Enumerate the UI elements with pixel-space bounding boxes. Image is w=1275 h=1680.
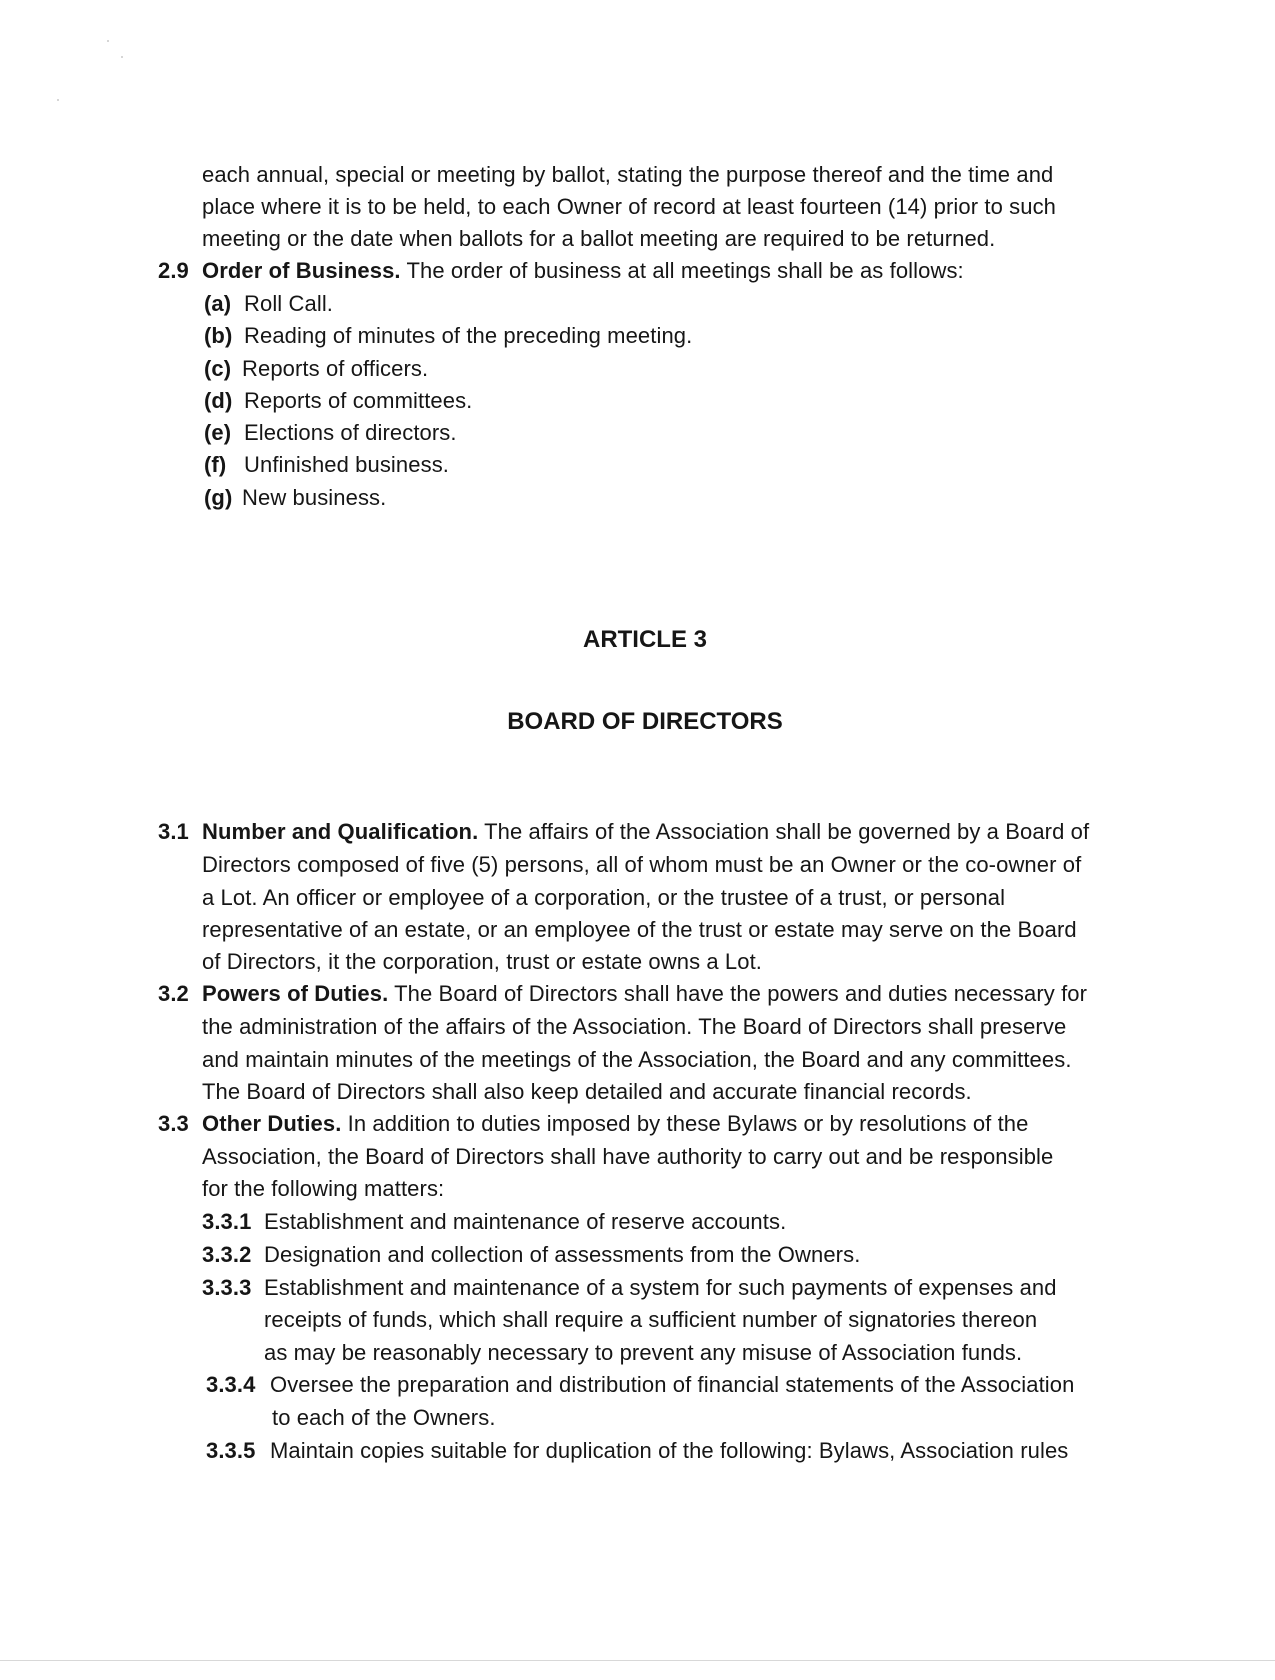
subsection-item (202, 1241, 860, 1269)
section-3-1-heading (158, 818, 1089, 846)
item-label: (e) (204, 420, 232, 445)
item-label: (f) (204, 452, 227, 477)
item-label: (c) (204, 356, 232, 381)
list-item (204, 322, 692, 350)
section-2-9-heading (158, 257, 964, 285)
section-title: Other Duties. (202, 1111, 342, 1136)
list-item (204, 419, 457, 447)
intro-line-3: meeting or the date when ballots for a ballot meeting are required to be returned. (202, 226, 996, 251)
list-item (204, 355, 428, 383)
item-label: (b) (204, 323, 233, 348)
section-number: 3.3 (158, 1111, 189, 1136)
scan-bottom-edge (0, 1660, 1275, 1661)
subsection-continuation: to each of the Owners. (272, 1405, 496, 1430)
list-item (204, 451, 449, 479)
section-3-1-line: a Lot. An officer or employee of a corporation, or the trustee of a trust, or personal (202, 885, 1006, 910)
section-3-2-line: The Board of Directors shall also keep detailed and accurate financial records. (202, 1079, 972, 1104)
item-label: (g) (204, 485, 233, 510)
subsection-item (202, 1274, 1057, 1302)
article-title: BOARD OF DIRECTORS (507, 708, 783, 735)
subsection-label: 3.3.4 (206, 1372, 256, 1397)
article-number: ARTICLE 3 (582, 626, 707, 653)
subsection-label: 3.3.1 (202, 1209, 252, 1234)
section-text: The Board of Directors shall have the powers and duties necessary for (394, 981, 1088, 1006)
item-text: New business. (242, 485, 387, 510)
subsection-continuation: as may be reasonably necessary to prevent any misuse of Association funds. (264, 1340, 1023, 1365)
section-number: 3.1 (158, 819, 189, 844)
subsection-text: Designation and collection of assessments from the Owners. (264, 1242, 861, 1267)
item-text: Roll Call. (244, 291, 334, 316)
section-text: The order of business at all meetings shall be as follows: (406, 258, 964, 283)
subsection-text: Maintain copies suitable for duplication of the following: Bylaws, Association rules (270, 1438, 1069, 1463)
subsection-text: Establishment and maintenance of a system for such payments of expenses and (264, 1275, 1057, 1300)
section-3-3-line: Association, the Board of Directors shall have authority to carry out and be responsible (202, 1144, 1054, 1169)
intro-line-1: each annual, special or meeting by ballot, stating the purpose thereof and the time and (202, 162, 1054, 187)
subsection-text: Oversee the preparation and distribution of financial statements of the Association (270, 1372, 1075, 1397)
section-title: Number and Qualification. (202, 819, 479, 844)
subsection-item (202, 1208, 786, 1236)
section-3-3-line: for the following matters: (202, 1176, 445, 1201)
section-3-3-heading (158, 1110, 1028, 1138)
section-title: Order of Business. (202, 258, 401, 283)
item-text: Elections of directors. (244, 420, 457, 445)
item-label: (a) (204, 291, 232, 316)
item-text: Unfinished business. (244, 452, 450, 477)
section-3-2-line: the administration of the affairs of the Association. The Board of Directors shall preserve (202, 1014, 1067, 1039)
item-text: Reading of minutes of the preceding meeting. (244, 323, 693, 348)
section-3-1-line: representative of an estate, or an employee of the trust or estate may serve on the Board (202, 917, 1077, 942)
list-item (204, 387, 472, 415)
scan-speck (57, 99, 59, 101)
section-title: Powers of Duties. (202, 981, 389, 1006)
item-text: Reports of officers. (242, 356, 429, 381)
section-3-1-line: Directors composed of five (5) persons, all of whom must be an Owner or the co-owner of (202, 852, 1082, 877)
section-text: The affairs of the Association shall be governed by a Board of (484, 819, 1090, 844)
subsection-continuation: receipts of funds, which shall require a sufficient number of signatories thereon (264, 1307, 1038, 1332)
section-text: In addition to duties imposed by these Bylaws or by resolutions of the (347, 1111, 1029, 1136)
list-item (204, 290, 333, 318)
subsection-label: 3.3.3 (202, 1275, 252, 1300)
scan-speck (107, 40, 109, 42)
subsection-label: 3.3.5 (206, 1438, 256, 1463)
intro-line-2: place where it is to be held, to each Owner of record at least fourteen (14) prior to such (202, 194, 1057, 219)
subsection-item (206, 1437, 1068, 1465)
subsection-text: Establishment and maintenance of reserve accounts. (264, 1209, 787, 1234)
section-number: 2.9 (158, 258, 189, 283)
item-text: Reports of committees. (244, 388, 473, 413)
section-3-2-heading (158, 980, 1087, 1008)
scan-speck (121, 56, 123, 58)
section-number: 3.2 (158, 981, 189, 1006)
item-label: (d) (204, 388, 233, 413)
subsection-label: 3.3.2 (202, 1242, 252, 1267)
section-3-1-line: of Directors, it the corporation, trust or estate owns a Lot. (202, 949, 763, 974)
subsection-item (206, 1371, 1074, 1399)
list-item (204, 484, 386, 512)
section-3-2-line: and maintain minutes of the meetings of the Association, the Board and any committees. (202, 1047, 1072, 1072)
